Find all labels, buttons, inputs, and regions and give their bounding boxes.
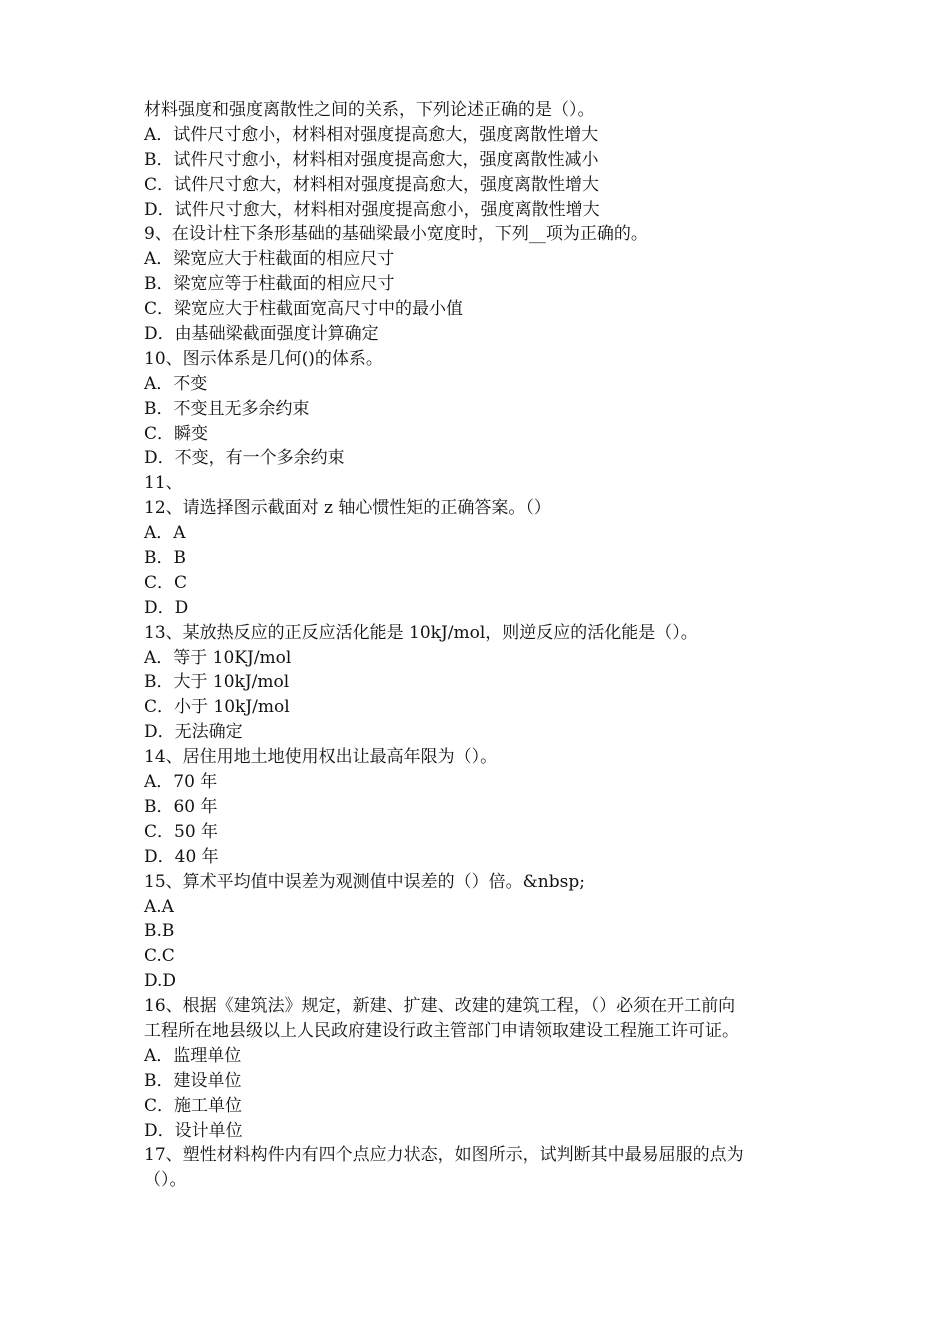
question-16-option-c: C．施工单位 — [144, 1095, 243, 1116]
question-9-option-d: D．由基础梁截面强度计算确定 — [144, 324, 379, 345]
question-17-stem-line-2: （）。 — [144, 1170, 187, 1191]
question-16-option-a: A．监理单位 — [144, 1045, 242, 1066]
question-8-option-d: D．试件尺寸愈大，材料相对强度提高愈小，强度离散性增大 — [144, 199, 600, 220]
question-16-stem-line-1: 16、根据《建筑法》规定，新建、扩建、改建的建筑工程，（）必须在开工前向 — [144, 996, 736, 1017]
question-10-stem: 10、图示体系是几何()的体系。 — [144, 348, 383, 369]
question-14-option-c: C．50 年 — [144, 821, 219, 842]
question-9-option-a: A．梁宽应大于柱截面的相应尺寸 — [144, 249, 395, 270]
question-13-option-a: A．等于 10KJ/mol — [144, 647, 292, 668]
question-13-stem: 13、某放热反应的正反应活化能是 10kJ/mol，则逆反应的活化能是（）。 — [144, 622, 698, 643]
question-12-option-b: B．B — [144, 548, 186, 569]
question-15-option-d: D.D — [144, 971, 177, 992]
question-13-option-b: B．大于 10kJ/mol — [144, 672, 290, 693]
question-13-option-d: D．无法确定 — [144, 722, 243, 743]
question-8-stem: 材料强度和强度离散性之间的关系，下列论述正确的是（）。 — [144, 100, 595, 120]
question-8-option-c: C．试件尺寸愈大，材料相对强度提高愈大，强度离散性增大 — [144, 174, 600, 195]
question-8-option-b: B．试件尺寸愈小，材料相对强度提高愈大，强度离散性减小 — [144, 149, 599, 170]
question-12-stem: 12、请选择图示截面对 z 轴心惯性矩的正确答案。（） — [144, 498, 551, 519]
question-15-stem: 15、算术平均值中误差为观测值中误差的（）倍。&nbsp; — [144, 871, 585, 892]
question-15-option-c: C.C — [144, 946, 175, 967]
question-10-option-c: C．瞬变 — [144, 423, 209, 444]
question-9-option-b: B．梁宽应等于柱截面的相应尺寸 — [144, 274, 395, 295]
question-16-option-b: B．建设单位 — [144, 1070, 242, 1091]
document-page — [144, 98, 824, 1193]
question-11-stem: 11、 — [144, 473, 183, 494]
question-14-option-b: B．60 年 — [144, 796, 218, 817]
question-14-option-a: A．70 年 — [144, 772, 218, 793]
question-15-option-b: B.B — [144, 921, 175, 942]
question-17-stem-line-1: 17、塑性材料构件内有四个点应力状态，如图所示，试判断其中最易屈服的点为 — [144, 1145, 744, 1166]
question-10-option-a: A．不变 — [144, 373, 208, 394]
question-16-option-d: D．设计单位 — [144, 1120, 243, 1141]
question-10-option-b: B．不变且无多余约束 — [144, 398, 310, 419]
question-12-option-c: C．C — [144, 572, 188, 593]
question-10-option-d: D．不变，有一个多余约束 — [144, 448, 345, 469]
question-13-option-c: C．小于 10kJ/mol — [144, 697, 290, 718]
question-8-option-a: A．试件尺寸愈小，材料相对强度提高愈大，强度离散性增大 — [144, 124, 599, 145]
question-16-stem-line-2: 工程所在地县级以上人民政府建设行政主管部门申请领取建设工程施工许可证。 — [144, 1020, 739, 1041]
question-14-option-d: D．40 年 — [144, 846, 219, 867]
question-12-option-d: D．D — [144, 597, 189, 618]
question-14-stem: 14、居住用地土地使用权出让最高年限为（）。 — [144, 747, 498, 768]
question-15-option-a: A.A — [144, 896, 174, 917]
question-12-option-a: A．A — [144, 523, 186, 544]
question-9-stem: 9、在设计柱下条形基础的基础梁最小宽度时，下列__项为正确的。 — [144, 224, 648, 245]
question-9-option-c: C．梁宽应大于柱截面宽高尺寸中的最小值 — [144, 299, 464, 320]
